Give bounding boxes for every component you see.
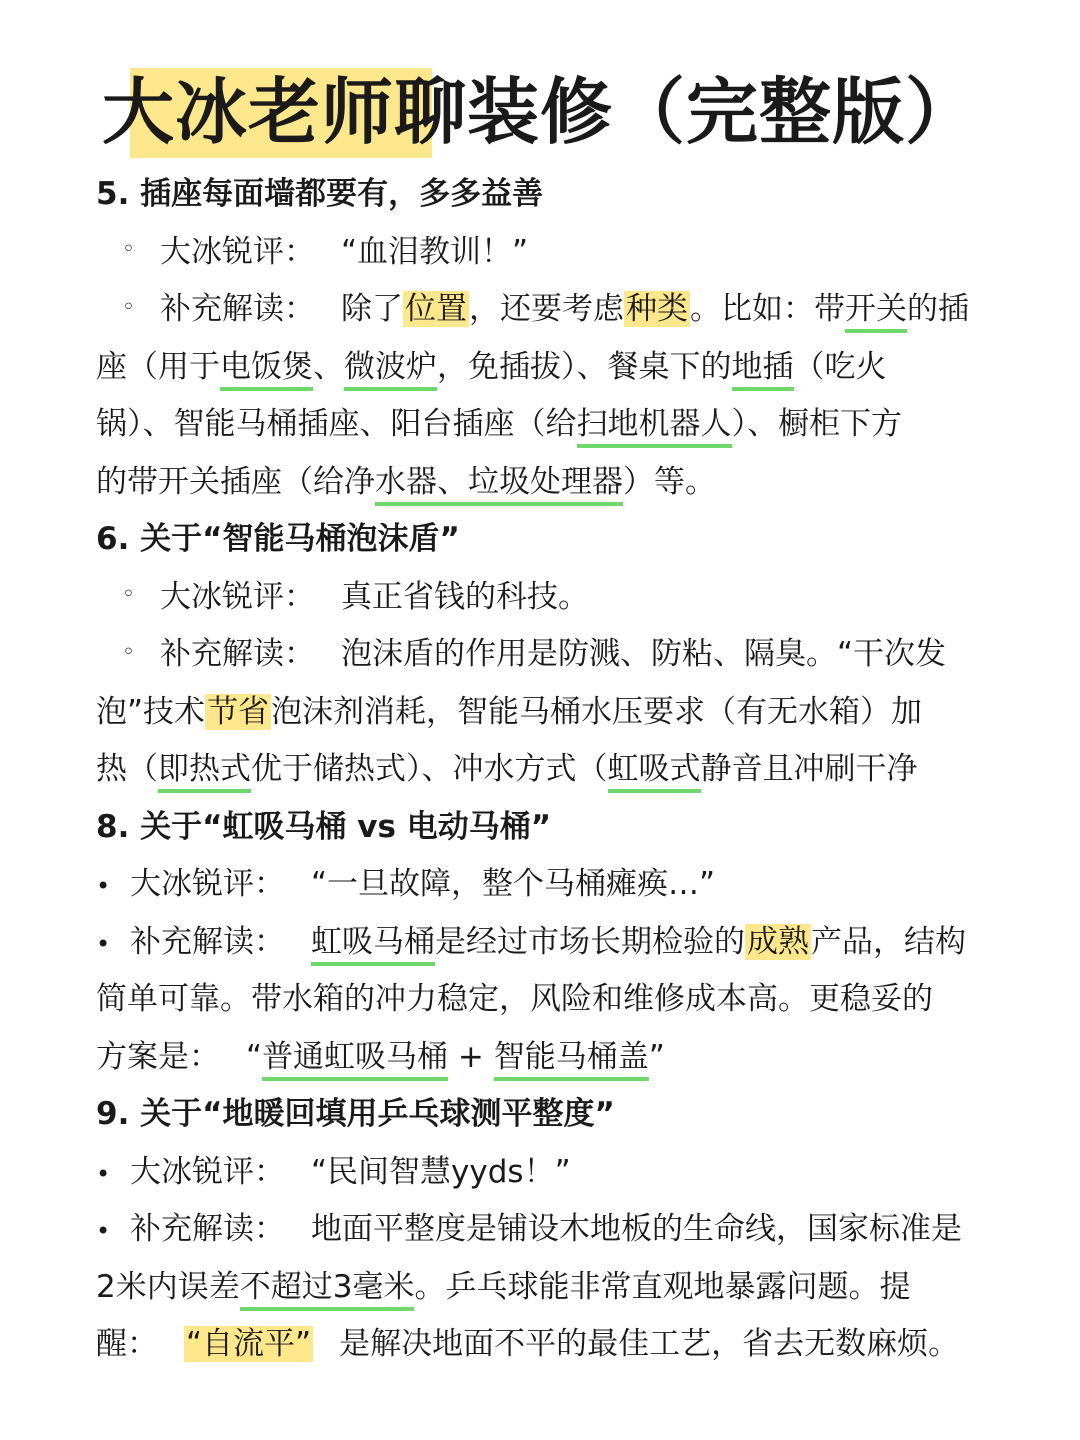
text-run: 锅）、智能马桶插座、阳台插座（给 [96, 406, 577, 442]
section-8-explain-line-1 [96, 914, 1006, 972]
section-8-heading: 8. 关于“虹吸马桶 vs 电动马桶” [96, 808, 552, 845]
section-6-explain-line-1 [96, 626, 1006, 684]
comment-text: 真正省钱的科技。 [341, 578, 589, 615]
section-5-heading: 5. 插座每面墙都要有，多多益善 [96, 176, 544, 212]
text-run: 泡沫盾的作用是防溅、防粘、隔臭。“干次发 [341, 636, 947, 672]
text-run: 醒： [96, 1326, 158, 1362]
underline-text: 开关 [845, 291, 907, 333]
section-9-heading: 9. 关于“地暖回填用乒乓球测平整度” [96, 1096, 615, 1132]
section-6-heading: 6. 关于“智能马桶泡沫盾” [96, 521, 460, 557]
section-9-explain-line-3 [96, 1316, 1006, 1374]
circle-bullet: ◦ [122, 582, 135, 608]
text-run: 2米内误差 [96, 1268, 240, 1305]
dot-bullet: • [96, 1159, 111, 1188]
section-6-comment [96, 569, 1006, 627]
text-run: 、 [313, 348, 344, 385]
text-run: 。乒乓球能非常直观地暴露问题。提 [414, 1268, 911, 1305]
section-8-explain-line-2: 简单可靠。带水箱的冲力稳定，风险和维修成本高。更稳妥的 [96, 981, 933, 1017]
section-5-explain-line-1 [96, 281, 1006, 339]
highlight-text: “自流平” [186, 1326, 312, 1362]
text-run: 优于储热式）、冲水方式（ [251, 751, 608, 787]
text-run: 。比如：带 [690, 291, 845, 327]
text-run: ，免插拔）、餐桌下的 [437, 348, 732, 385]
section-6-explain-line-2 [96, 684, 1006, 742]
comment-label: 大冰锐评： [160, 233, 315, 270]
underline-text: 虹吸马桶 [311, 924, 435, 966]
section-9-comment [96, 1144, 1006, 1202]
text-run: ” [648, 1038, 665, 1075]
text-run: “ [246, 1038, 263, 1075]
section-8-explain-line-3 [96, 1029, 1006, 1087]
highlight-text: 节省 [207, 693, 270, 730]
underline-text: 地插 [732, 349, 794, 391]
section-6-explain-line-3 [96, 741, 1006, 799]
text-run: 静音且冲刷干净 [700, 751, 918, 787]
text-run: 的带开关插座（给净 [96, 463, 375, 500]
circle-bullet: ◦ [122, 639, 135, 665]
dot-bullet: • [96, 929, 111, 958]
dot-bullet: • [96, 1217, 111, 1245]
comment-label: 大冰锐评： [160, 578, 315, 615]
comment-label: 大冰锐评： [130, 1153, 285, 1190]
text-run: 泡”技术 [96, 693, 206, 730]
comment-text: “一旦故障，整个马桶瘫痪…” [311, 866, 716, 902]
underline-text: 即热式 [158, 751, 251, 793]
explain-label: 补充解读： [160, 636, 315, 672]
underline-text: 虹吸式 [608, 751, 701, 793]
underline-text: 扫地机器人 [577, 406, 732, 448]
article-body [96, 166, 1006, 1374]
text-run: + [448, 1038, 494, 1075]
section-9-explain-line-1 [96, 1201, 1006, 1259]
text-run: 除了 [341, 291, 403, 327]
section-5-explain-line-3 [96, 396, 1006, 454]
section-5-comment [96, 224, 1006, 282]
text-run: 是解决地面不平的最佳工艺，省去无数麻烦。 [339, 1326, 960, 1362]
comment-text: “血泪教训！” [341, 233, 529, 270]
explain-label: 补充解读： [130, 923, 285, 960]
underline-text: 水器、垃圾处理器 [375, 464, 623, 506]
section-5-explain-line-4 [96, 454, 1006, 512]
text-run: 地面平整度是铺设木地板的生命线，国家标准是 [311, 1211, 962, 1247]
underline-text: 普通虹吸马桶 [262, 1039, 448, 1081]
section-5-explain-line-2 [96, 339, 1006, 397]
text-run: ）等。 [623, 463, 716, 500]
text-run: 是经过市场长期检验的 [435, 923, 745, 960]
underline-text: 不超过3毫米 [240, 1269, 415, 1311]
highlight-text: 种类 [626, 291, 688, 327]
circle-bullet: ◦ [122, 294, 135, 320]
text-run: （吃火 [793, 348, 887, 385]
text-run: 的插 [907, 291, 969, 327]
comment-label: 大冰锐评： [130, 866, 285, 902]
page-title: 大冰老师聊装修（完整版） [101, 70, 978, 154]
dot-bullet: • [96, 872, 111, 900]
underline-text: 智能马桶盖 [494, 1039, 649, 1081]
text-run: 座（用于 [96, 348, 220, 385]
highlight-text: 位置 [405, 291, 467, 327]
text-run: 热（ [96, 751, 158, 787]
underline-text: 微波炉 [344, 349, 437, 391]
text-run: 产品，结构 [811, 923, 966, 960]
text-run: ）、橱柜下方 [731, 406, 902, 442]
section-9-explain-line-2 [96, 1259, 1006, 1317]
text-run: ，还要考虑 [469, 291, 624, 327]
explain-label: 补充解读： [130, 1211, 285, 1247]
text-run: 方案是： [96, 1038, 220, 1075]
explain-label: 补充解读： [160, 291, 315, 327]
section-8-comment [96, 856, 1006, 914]
underline-text: 电饭煲 [220, 349, 313, 391]
comment-text: “民间智慧yyds！” [311, 1153, 571, 1190]
title-area [0, 62, 1080, 162]
highlight-text: 成熟 [747, 923, 809, 960]
text-run: 泡沫剂消耗，智能马桶水压要求（有无水箱）加 [271, 693, 923, 730]
circle-bullet: ◦ [122, 237, 135, 263]
